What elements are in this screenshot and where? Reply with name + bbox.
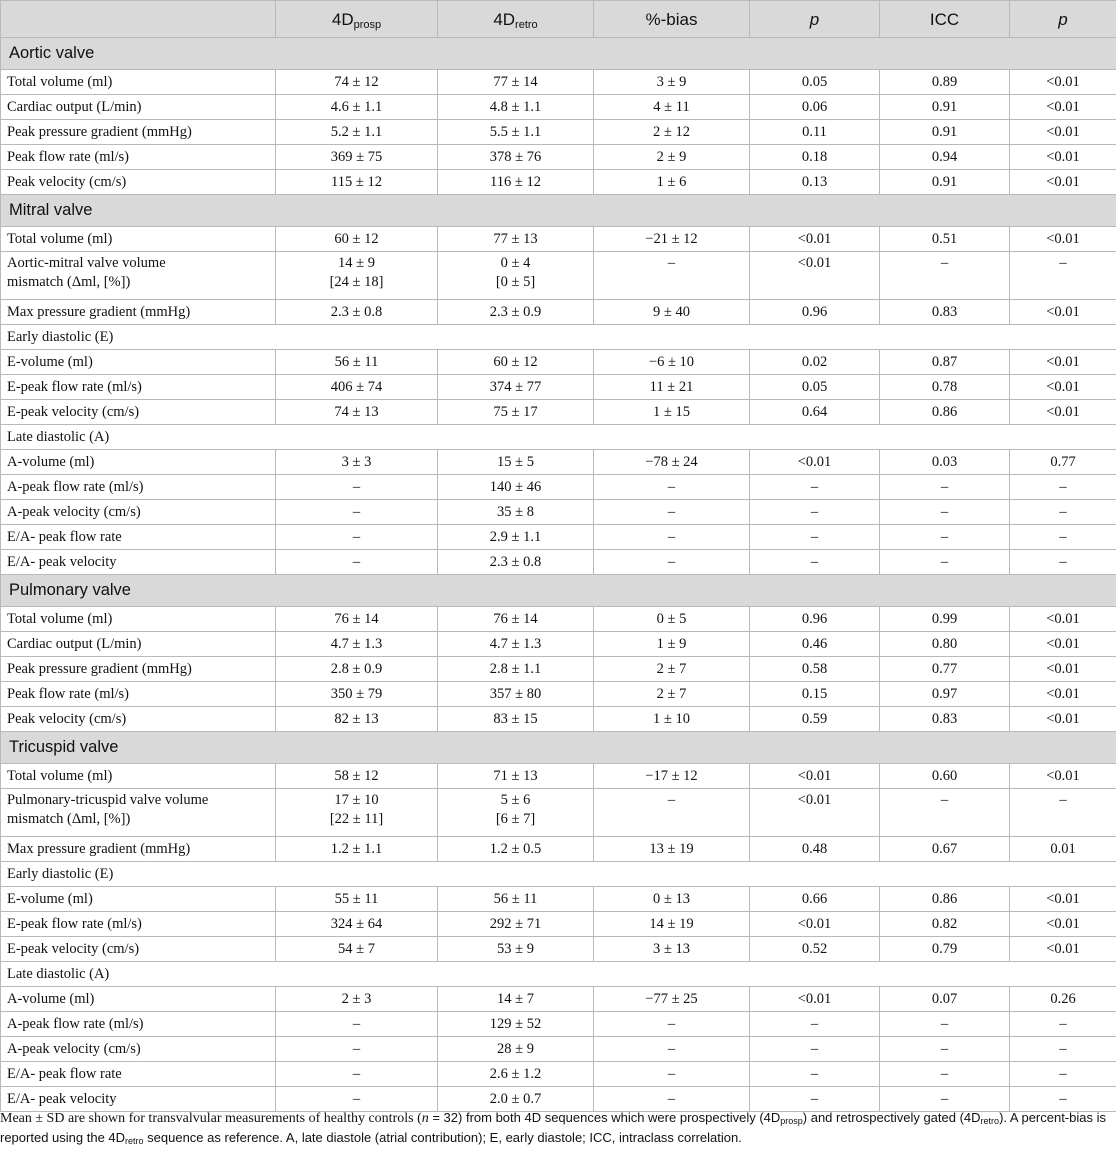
cell-p2: 0.01 xyxy=(1010,837,1116,862)
section-header xyxy=(1,575,1116,607)
cell-prosp: 56 ± 11 xyxy=(276,350,438,375)
table-row xyxy=(1,475,1116,500)
cell-bias: – xyxy=(594,1037,750,1062)
row-label: Cardiac output (L/min) xyxy=(1,95,276,120)
cell-prosp: – xyxy=(276,1087,438,1112)
cell-p: 0.15 xyxy=(750,682,880,707)
cell-p: – xyxy=(750,1012,880,1037)
cell-prosp-line1: 17 ± 10 xyxy=(334,792,379,808)
table-footnote: Mean ± SD are shown for transvalvular measurements of healthy controls (n = 32) from both 4D sequences which were prospectively $(4D_{prosp})$ and retrospectively gated $(4D_{retro})$. A percent-bias is reported using the $4D_{retro}$ sequence as reference. A, late diastole (atrial contribution); E, early diastole; ICC, intraclass correlation. xyxy=(0,1110,1107,1146)
row-label: Max pressure gradient (mmHg) xyxy=(1,837,276,862)
cell-bias: 4 ± 11 xyxy=(594,95,750,120)
cell-prosp: – xyxy=(276,1037,438,1062)
cell-icc: 0.03 xyxy=(880,450,1010,475)
cell-icc: 0.94 xyxy=(880,145,1010,170)
row-label-line2: mismatch (Δml, [%]) xyxy=(7,274,131,290)
mismatch-row xyxy=(1,789,1116,837)
cell-retro: 4.8 ± 1.1 xyxy=(438,95,594,120)
cell-p2: – xyxy=(1010,525,1116,550)
cell-prosp: 76 ± 14 xyxy=(276,607,438,632)
cell-retro: 76 ± 14 xyxy=(438,607,594,632)
cell-retro-line1: 5 ± 6 xyxy=(500,792,531,808)
cell-p2: <0.01 xyxy=(1010,937,1116,962)
row-label xyxy=(1,789,276,837)
cell-retro: 2.6 ± 1.2 xyxy=(438,1062,594,1087)
header-row xyxy=(1,1,1116,38)
row-label: Total volume (ml) xyxy=(1,607,276,632)
cell-bias: 2 ± 9 xyxy=(594,145,750,170)
cell-icc: 0.91 xyxy=(880,120,1010,145)
row-label: Total volume (ml) xyxy=(1,764,276,789)
section-header xyxy=(1,38,1116,70)
cell-p: – xyxy=(750,1037,880,1062)
cell-p2: <0.01 xyxy=(1010,120,1116,145)
cell-prosp: 55 ± 11 xyxy=(276,887,438,912)
header-blank xyxy=(1,1,276,38)
cell-prosp: 2.3 ± 0.8 xyxy=(276,300,438,325)
cell-retro-line2: [6 ± 7] xyxy=(495,811,536,827)
row-label: A-peak flow rate (ml/s) xyxy=(1,475,276,500)
cell-retro xyxy=(438,252,594,300)
cell-p: 0.13 xyxy=(750,170,880,195)
cell-icc: 0.97 xyxy=(880,682,1010,707)
row-label: Peak velocity (cm/s) xyxy=(1,707,276,732)
cell-retro: 4.7 ± 1.3 xyxy=(438,632,594,657)
row-label: E/A- peak velocity xyxy=(1,550,276,575)
header-icc: ICC xyxy=(880,1,1010,38)
cell-p: 0.64 xyxy=(750,400,880,425)
cell-p2: – xyxy=(1010,1012,1116,1037)
cell-bias: 3 ± 13 xyxy=(594,937,750,962)
cell-icc: – xyxy=(880,500,1010,525)
cell-p2: <0.01 xyxy=(1010,400,1116,425)
cell-p: – xyxy=(750,500,880,525)
table-row xyxy=(1,170,1116,195)
table-row xyxy=(1,70,1116,95)
cell-prosp: 406 ± 74 xyxy=(276,375,438,400)
cell-p: <0.01 xyxy=(750,789,880,837)
cell-retro: 77 ± 13 xyxy=(438,227,594,252)
subgroup-row xyxy=(1,325,1116,350)
row-label: Cardiac output (L/min) xyxy=(1,632,276,657)
cell-p2: 0.26 xyxy=(1010,987,1116,1012)
cell-bias: – xyxy=(594,500,750,525)
cell-retro: 292 ± 71 xyxy=(438,912,594,937)
cell-p2: <0.01 xyxy=(1010,764,1116,789)
section-header xyxy=(1,732,1116,764)
cell-retro: 14 ± 7 xyxy=(438,987,594,1012)
cell-bias: – xyxy=(594,1012,750,1037)
cell-p: <0.01 xyxy=(750,987,880,1012)
cell-icc: 0.86 xyxy=(880,887,1010,912)
cell-retro: 56 ± 11 xyxy=(438,887,594,912)
cell-bias: 1 ± 9 xyxy=(594,632,750,657)
cell-icc: – xyxy=(880,475,1010,500)
subgroup-label: Late diastolic (A) xyxy=(1,962,1116,987)
cell-retro: 60 ± 12 xyxy=(438,350,594,375)
cell-prosp: 369 ± 75 xyxy=(276,145,438,170)
cell-prosp: – xyxy=(276,475,438,500)
cell-p2: – xyxy=(1010,252,1116,300)
cell-icc: 0.91 xyxy=(880,170,1010,195)
cell-p2: <0.01 xyxy=(1010,632,1116,657)
cell-icc: 0.83 xyxy=(880,300,1010,325)
cell-p: 0.96 xyxy=(750,300,880,325)
header-4d-retro: $4D_{retro}$ xyxy=(438,1,594,38)
cell-icc: – xyxy=(880,1087,1010,1112)
row-label: A-peak flow rate (ml/s) xyxy=(1,1012,276,1037)
cell-prosp xyxy=(276,252,438,300)
cell-retro: 129 ± 52 xyxy=(438,1012,594,1037)
cell-p: 0.52 xyxy=(750,937,880,962)
cell-bias: 0 ± 13 xyxy=(594,887,750,912)
cell-prosp: 2 ± 3 xyxy=(276,987,438,1012)
cell-prosp: 1.2 ± 1.1 xyxy=(276,837,438,862)
section-title: Tricuspid valve xyxy=(1,732,1116,764)
cell-p2: – xyxy=(1010,789,1116,837)
cell-bias: 2 ± 7 xyxy=(594,657,750,682)
cell-p: 0.18 xyxy=(750,145,880,170)
table-row xyxy=(1,450,1116,475)
cell-retro: 2.8 ± 1.1 xyxy=(438,657,594,682)
row-label: E-peak velocity (cm/s) xyxy=(1,937,276,962)
row-label: Peak pressure gradient (mmHg) xyxy=(1,120,276,145)
cell-p2: <0.01 xyxy=(1010,227,1116,252)
table-row xyxy=(1,607,1116,632)
cell-p2: – xyxy=(1010,550,1116,575)
cell-bias: – xyxy=(594,525,750,550)
table-row xyxy=(1,1062,1116,1087)
header-p: p xyxy=(750,1,880,38)
table-row xyxy=(1,1012,1116,1037)
cell-prosp: 4.6 ± 1.1 xyxy=(276,95,438,120)
cell-p: <0.01 xyxy=(750,227,880,252)
cell-retro: 2.9 ± 1.1 xyxy=(438,525,594,550)
cell-bias: – xyxy=(594,1087,750,1112)
table-row xyxy=(1,120,1116,145)
cell-p2: – xyxy=(1010,1037,1116,1062)
row-label: A-volume (ml) xyxy=(1,450,276,475)
row-label: E-peak velocity (cm/s) xyxy=(1,400,276,425)
table-row xyxy=(1,227,1116,252)
cell-bias: −21 ± 12 xyxy=(594,227,750,252)
cell-icc: – xyxy=(880,789,1010,837)
table-row xyxy=(1,912,1116,937)
cell-bias: 0 ± 5 xyxy=(594,607,750,632)
cell-retro: 71 ± 13 xyxy=(438,764,594,789)
cell-prosp: 82 ± 13 xyxy=(276,707,438,732)
cell-retro: 35 ± 8 xyxy=(438,500,594,525)
cell-icc: 0.67 xyxy=(880,837,1010,862)
cell-prosp: – xyxy=(276,500,438,525)
cell-retro: 357 ± 80 xyxy=(438,682,594,707)
cell-prosp: 4.7 ± 1.3 xyxy=(276,632,438,657)
table-row xyxy=(1,937,1116,962)
section-title: Mitral valve xyxy=(1,195,1116,227)
row-label: E/A- peak flow rate xyxy=(1,525,276,550)
cell-p: – xyxy=(750,525,880,550)
row-label: Peak flow rate (ml/s) xyxy=(1,145,276,170)
cell-retro: 2.0 ± 0.7 xyxy=(438,1087,594,1112)
row-label: A-peak velocity (cm/s) xyxy=(1,1037,276,1062)
cell-p: – xyxy=(750,1087,880,1112)
table-row xyxy=(1,550,1116,575)
cell-p2: <0.01 xyxy=(1010,707,1116,732)
cell-icc: – xyxy=(880,1062,1010,1087)
cell-p2: <0.01 xyxy=(1010,682,1116,707)
cell-p2: <0.01 xyxy=(1010,607,1116,632)
cell-p: – xyxy=(750,550,880,575)
cell-p2: – xyxy=(1010,475,1116,500)
cell-retro: 28 ± 9 xyxy=(438,1037,594,1062)
cell-p2: – xyxy=(1010,1062,1116,1087)
cell-icc: 0.83 xyxy=(880,707,1010,732)
cell-bias: – xyxy=(594,1062,750,1087)
cell-prosp: 3 ± 3 xyxy=(276,450,438,475)
cell-p: <0.01 xyxy=(750,450,880,475)
cell-p2: <0.01 xyxy=(1010,145,1116,170)
subgroup-label: Late diastolic (A) xyxy=(1,425,1116,450)
cell-retro: 1.2 ± 0.5 xyxy=(438,837,594,862)
cell-icc: 0.99 xyxy=(880,607,1010,632)
cell-retro-line2: [0 ± 5] xyxy=(495,274,536,290)
table-row xyxy=(1,657,1116,682)
subgroup-row xyxy=(1,962,1116,987)
table-row xyxy=(1,987,1116,1012)
cell-p2: 0.77 xyxy=(1010,450,1116,475)
row-label: E-peak flow rate (ml/s) xyxy=(1,912,276,937)
cell-retro: 53 ± 9 xyxy=(438,937,594,962)
cell-bias: 11 ± 21 xyxy=(594,375,750,400)
cell-bias: 14 ± 19 xyxy=(594,912,750,937)
cell-bias: 13 ± 19 xyxy=(594,837,750,862)
mismatch-row xyxy=(1,252,1116,300)
cell-prosp: 115 ± 12 xyxy=(276,170,438,195)
cell-p: 0.66 xyxy=(750,887,880,912)
cell-p: 0.05 xyxy=(750,375,880,400)
table-row xyxy=(1,632,1116,657)
table-row xyxy=(1,500,1116,525)
cell-bias: −6 ± 10 xyxy=(594,350,750,375)
cell-icc: 0.89 xyxy=(880,70,1010,95)
cell-prosp: 324 ± 64 xyxy=(276,912,438,937)
cell-icc: 0.78 xyxy=(880,375,1010,400)
cell-p: <0.01 xyxy=(750,764,880,789)
cell-retro: 374 ± 77 xyxy=(438,375,594,400)
row-label xyxy=(1,252,276,300)
row-label: E-volume (ml) xyxy=(1,350,276,375)
cell-icc: 0.60 xyxy=(880,764,1010,789)
cell-p2: <0.01 xyxy=(1010,170,1116,195)
table-row xyxy=(1,682,1116,707)
cell-retro: 83 ± 15 xyxy=(438,707,594,732)
section-title: Pulmonary valve xyxy=(1,575,1116,607)
cell-icc: 0.07 xyxy=(880,987,1010,1012)
cell-p: 0.11 xyxy=(750,120,880,145)
cell-prosp: – xyxy=(276,1062,438,1087)
cell-p2: <0.01 xyxy=(1010,350,1116,375)
table-row xyxy=(1,837,1116,862)
subgroup-label: Early diastolic (E) xyxy=(1,862,1116,887)
cell-retro: 5.5 ± 1.1 xyxy=(438,120,594,145)
cell-retro xyxy=(438,789,594,837)
row-label: Total volume (ml) xyxy=(1,227,276,252)
row-label: Peak pressure gradient (mmHg) xyxy=(1,657,276,682)
cell-p2: <0.01 xyxy=(1010,912,1116,937)
row-label-line2: mismatch (Δml, [%]) xyxy=(7,811,131,827)
row-label: E/A- peak flow rate xyxy=(1,1062,276,1087)
subgroup-label: Early diastolic (E) xyxy=(1,325,1116,350)
cell-p2: <0.01 xyxy=(1010,375,1116,400)
section-header xyxy=(1,195,1116,227)
row-label: Max pressure gradient (mmHg) xyxy=(1,300,276,325)
table-row xyxy=(1,1037,1116,1062)
cell-bias: – xyxy=(594,789,750,837)
table-row xyxy=(1,887,1116,912)
cell-prosp: – xyxy=(276,550,438,575)
cell-p: 0.46 xyxy=(750,632,880,657)
cell-retro: 75 ± 17 xyxy=(438,400,594,425)
cell-retro: 15 ± 5 xyxy=(438,450,594,475)
subgroup-row xyxy=(1,425,1116,450)
row-label-line1: Pulmonary-tricuspid valve volume xyxy=(7,792,209,808)
cell-icc: 0.87 xyxy=(880,350,1010,375)
cell-bias: −77 ± 25 xyxy=(594,987,750,1012)
row-label: Peak velocity (cm/s) xyxy=(1,170,276,195)
table-row xyxy=(1,350,1116,375)
cell-prosp-line2: [24 ± 18] xyxy=(329,274,384,290)
cell-icc: 0.79 xyxy=(880,937,1010,962)
cell-p: 0.02 xyxy=(750,350,880,375)
cell-p: – xyxy=(750,475,880,500)
cell-retro: 2.3 ± 0.8 xyxy=(438,550,594,575)
header-4d-prosp: $4D_{prosp}$ xyxy=(276,1,438,38)
cell-icc: 0.82 xyxy=(880,912,1010,937)
cell-retro-line1: 0 ± 4 xyxy=(500,255,531,271)
cell-prosp: 54 ± 7 xyxy=(276,937,438,962)
cell-prosp-line1: 14 ± 9 xyxy=(338,255,375,271)
cell-bias: 1 ± 6 xyxy=(594,170,750,195)
row-label: E-volume (ml) xyxy=(1,887,276,912)
cell-icc: – xyxy=(880,1012,1010,1037)
cell-p: 0.06 xyxy=(750,95,880,120)
cell-retro: 140 ± 46 xyxy=(438,475,594,500)
cell-bias: 2 ± 12 xyxy=(594,120,750,145)
cell-icc: – xyxy=(880,525,1010,550)
cell-p2: <0.01 xyxy=(1010,70,1116,95)
cell-p: 0.96 xyxy=(750,607,880,632)
cell-prosp: – xyxy=(276,1012,438,1037)
row-label: A-peak velocity (cm/s) xyxy=(1,500,276,525)
cell-prosp: – xyxy=(276,525,438,550)
cell-p: 0.59 xyxy=(750,707,880,732)
cell-bias: −78 ± 24 xyxy=(594,450,750,475)
cell-p2: <0.01 xyxy=(1010,887,1116,912)
row-label: Total volume (ml) xyxy=(1,70,276,95)
cell-prosp: 58 ± 12 xyxy=(276,764,438,789)
table-row xyxy=(1,707,1116,732)
table-row xyxy=(1,400,1116,425)
cell-icc: 0.91 xyxy=(880,95,1010,120)
cell-retro: 116 ± 12 xyxy=(438,170,594,195)
cell-retro: 378 ± 76 xyxy=(438,145,594,170)
table-row xyxy=(1,764,1116,789)
cell-bias: 9 ± 40 xyxy=(594,300,750,325)
cell-icc: 0.86 xyxy=(880,400,1010,425)
row-label-line1: Aortic-mitral valve volume xyxy=(7,255,166,271)
cell-retro: 77 ± 14 xyxy=(438,70,594,95)
cell-p2: – xyxy=(1010,500,1116,525)
cell-p: <0.01 xyxy=(750,912,880,937)
cell-p2: <0.01 xyxy=(1010,657,1116,682)
cell-bias: 1 ± 15 xyxy=(594,400,750,425)
cell-bias: −17 ± 12 xyxy=(594,764,750,789)
cell-icc: – xyxy=(880,550,1010,575)
table-row xyxy=(1,145,1116,170)
cell-prosp-line2: [22 ± 11] xyxy=(329,811,384,827)
cell-p: 0.05 xyxy=(750,70,880,95)
cell-p: 0.48 xyxy=(750,837,880,862)
row-label: Peak flow rate (ml/s) xyxy=(1,682,276,707)
cell-p2: – xyxy=(1010,1087,1116,1112)
cell-bias: – xyxy=(594,252,750,300)
cell-bias: 3 ± 9 xyxy=(594,70,750,95)
cell-icc: 0.51 xyxy=(880,227,1010,252)
cell-bias: – xyxy=(594,550,750,575)
header-p-icc: p xyxy=(1010,1,1116,38)
cell-prosp: 5.2 ± 1.1 xyxy=(276,120,438,145)
row-label: E/A- peak velocity xyxy=(1,1087,276,1112)
cell-bias: 2 ± 7 xyxy=(594,682,750,707)
cell-p2: <0.01 xyxy=(1010,95,1116,120)
cell-prosp: 2.8 ± 0.9 xyxy=(276,657,438,682)
row-label: E-peak flow rate (ml/s) xyxy=(1,375,276,400)
cell-bias: – xyxy=(594,475,750,500)
cell-bias: 1 ± 10 xyxy=(594,707,750,732)
cell-p: – xyxy=(750,1062,880,1087)
cell-p: 0.58 xyxy=(750,657,880,682)
cell-icc: – xyxy=(880,1037,1010,1062)
row-label: A-volume (ml) xyxy=(1,987,276,1012)
section-title: Aortic valve xyxy=(1,38,1116,70)
cell-p: <0.01 xyxy=(750,252,880,300)
table-row xyxy=(1,525,1116,550)
table-row xyxy=(1,95,1116,120)
cell-p2: <0.01 xyxy=(1010,300,1116,325)
subgroup-row xyxy=(1,862,1116,887)
table-row xyxy=(1,375,1116,400)
cell-icc: 0.80 xyxy=(880,632,1010,657)
cell-icc: – xyxy=(880,252,1010,300)
cell-prosp: 74 ± 13 xyxy=(276,400,438,425)
cell-prosp xyxy=(276,789,438,837)
cell-retro: 2.3 ± 0.9 xyxy=(438,300,594,325)
table-row xyxy=(1,300,1116,325)
cell-prosp: 350 ± 79 xyxy=(276,682,438,707)
cell-icc: 0.77 xyxy=(880,657,1010,682)
cell-prosp: 74 ± 12 xyxy=(276,70,438,95)
cell-prosp: 60 ± 12 xyxy=(276,227,438,252)
header-bias: %-bias xyxy=(594,1,750,38)
